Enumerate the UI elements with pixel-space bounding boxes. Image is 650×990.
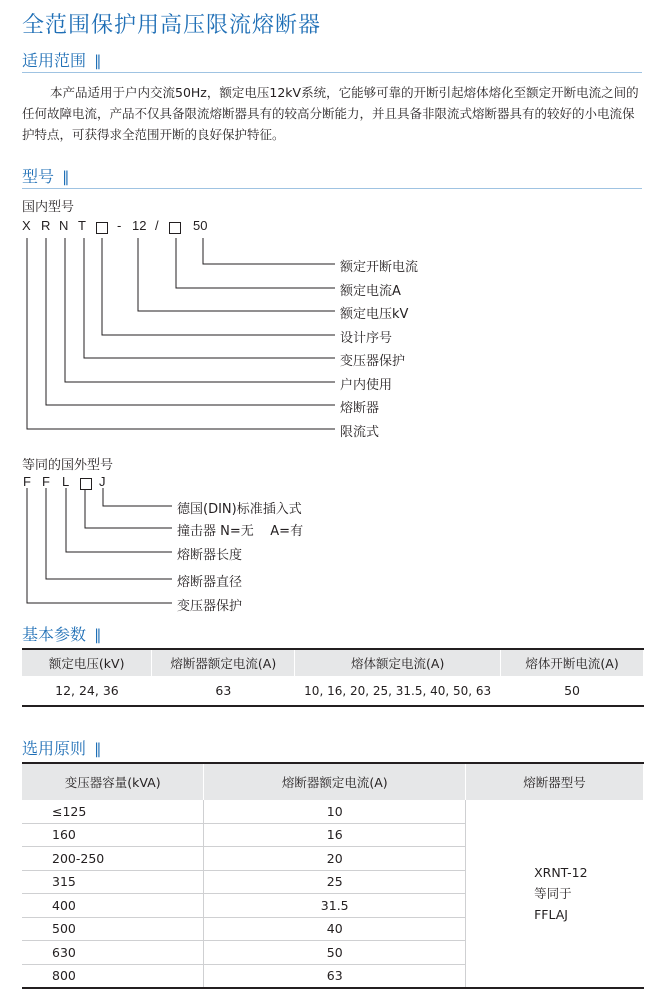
- section-heading-selection: [22, 736, 102, 759]
- table-header-cell: 额定电压(kV): [22, 649, 152, 676]
- table-header-cell: 熔体开断电流(A): [501, 649, 644, 676]
- table-cell: 12, 24, 36: [22, 676, 152, 706]
- section-bar: ∥: [62, 168, 70, 186]
- code-char: R: [41, 218, 51, 233]
- code-char: F: [23, 474, 31, 489]
- table-row: [22, 800, 644, 823]
- section-bar: ∥: [94, 740, 102, 758]
- model-label: 撞击器 N=无 A=有: [177, 524, 304, 539]
- table-cell: 50: [501, 676, 644, 706]
- intro-paragraph: 本产品适用于户内交流50Hz，额定电压12kV系统，它能够可靠的开断引起熔体熔化至额定开断电流之间的任何故障电流，产品不仅具备限流熔断器具有的较高分断能力，并且具备非限流式熔断器具有的较好的小电流保护特点，可获得求全范围开断的良好保护特征。: [22, 85, 639, 142]
- table-header-row: [22, 763, 644, 800]
- model-label: 变压器保护: [177, 599, 243, 614]
- table-cell: 63: [152, 676, 295, 706]
- table-cell: 16: [204, 823, 466, 847]
- model-label: 熔断器: [340, 401, 380, 416]
- code-char: J: [99, 474, 106, 489]
- section-title: 基本参数: [22, 625, 87, 644]
- model-label: 户内使用: [340, 378, 393, 393]
- model-cell: [466, 800, 644, 988]
- table-header-row: [22, 649, 644, 676]
- table-cell: 50: [204, 941, 466, 965]
- code-char: X: [22, 218, 31, 233]
- section-title: 适用范围: [22, 51, 87, 70]
- table-header-cell: 熔断器额定电流(A): [204, 763, 466, 800]
- table-cell: 63: [204, 964, 466, 988]
- model-line: FFLAJ: [534, 907, 568, 922]
- domestic-model-heading: 国内型号: [22, 200, 75, 215]
- table-cell: 10, 16, 20, 25, 31.5, 40, 50, 63: [295, 676, 501, 706]
- selection-table: [22, 762, 644, 989]
- model-label: 额定开断电流: [340, 260, 419, 275]
- code-char: /: [155, 218, 159, 233]
- code-char: -: [117, 218, 122, 233]
- table-cell: 160: [22, 823, 204, 847]
- table-cell: 10: [204, 800, 466, 823]
- section-title: 选用原则: [22, 739, 87, 758]
- model-label: 变压器保护: [340, 354, 406, 369]
- code-char: 50: [193, 218, 208, 233]
- model-line: XRNT-12: [534, 865, 588, 880]
- params-table: [22, 648, 644, 707]
- table-cell: 630: [22, 941, 204, 965]
- table-cell: 20: [204, 847, 466, 871]
- table-cell: ≤125: [22, 800, 204, 823]
- page-title: 全范围保护用高压限流熔断器: [22, 13, 322, 38]
- table-header-cell: 熔断器额定电流(A): [152, 649, 295, 676]
- code-placeholder-box: [80, 478, 92, 490]
- code-char: 12: [132, 218, 147, 233]
- table-cell: 800: [22, 964, 204, 988]
- section-bar: ∥: [94, 626, 102, 644]
- model-label: 额定电压kV: [340, 307, 409, 322]
- code-char: T: [78, 218, 86, 233]
- foreign-model-heading: 等同的国外型号: [22, 458, 114, 473]
- table-row: [22, 676, 644, 706]
- model-label: 德国(DIN)标准插入式: [177, 502, 302, 517]
- model-line: 等同于: [534, 886, 572, 901]
- code-char: F: [42, 474, 50, 489]
- table-header-cell: 熔断器型号: [466, 763, 644, 800]
- model-label: 限流式: [340, 425, 380, 440]
- table-header-cell: 熔体额定电流(A): [295, 649, 501, 676]
- model-label: 设计序号: [340, 331, 393, 346]
- table-cell: 25: [204, 870, 466, 894]
- table-cell: 31.5: [204, 894, 466, 918]
- model-label: 熔断器长度: [177, 548, 243, 563]
- table-cell: 500: [22, 917, 204, 941]
- table-cell: 40: [204, 917, 466, 941]
- model-label: 额定电流A: [340, 284, 401, 299]
- table-cell: 315: [22, 870, 204, 894]
- code-char: L: [62, 474, 70, 489]
- table-cell: 400: [22, 894, 204, 918]
- model-label: 熔断器直径: [177, 575, 243, 590]
- section-title: 型号: [22, 167, 55, 186]
- section-bar: ∥: [94, 52, 102, 70]
- table-cell: 200-250: [22, 847, 204, 871]
- code-char: N: [59, 218, 69, 233]
- table-header-cell: 变压器容量(kVA): [22, 763, 204, 800]
- section-heading-params: [22, 622, 102, 645]
